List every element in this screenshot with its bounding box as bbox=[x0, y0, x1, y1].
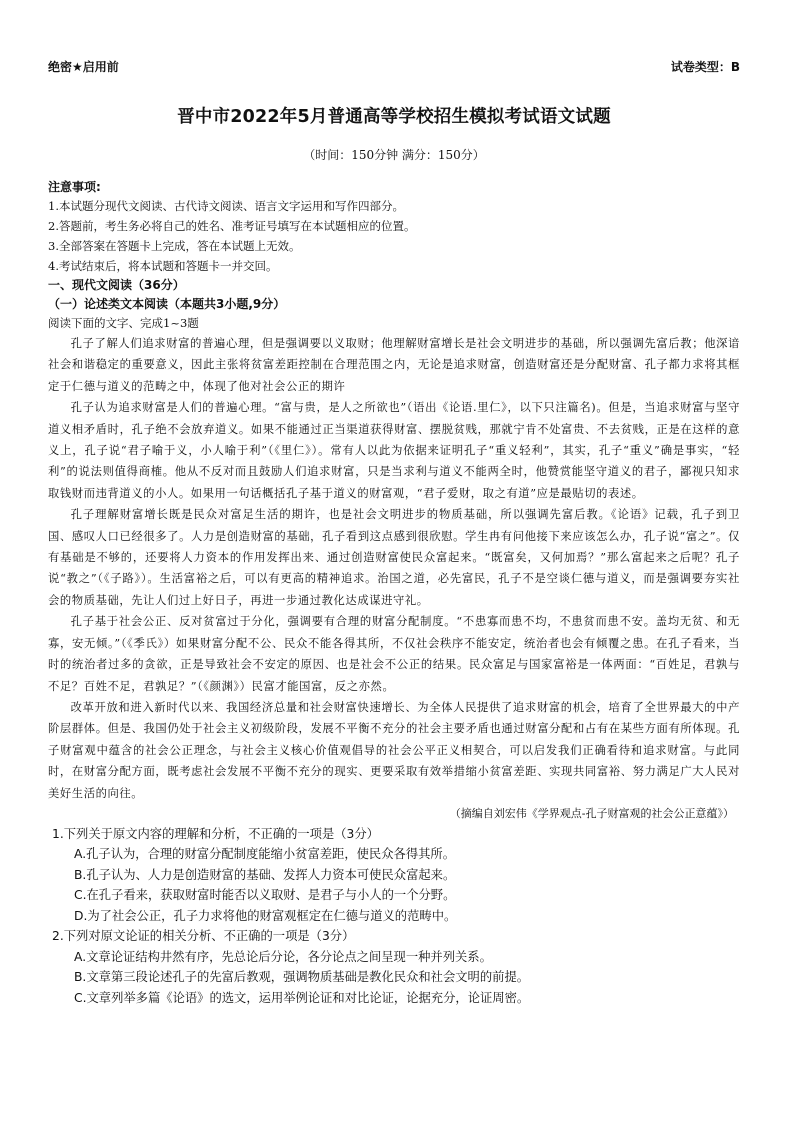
question-option: C.文章列举多篇《论语》的选文，运用举例论证和对比论证，论据充分，论证周密。 bbox=[74, 990, 530, 1005]
section-heading: 一、现代文阅读（36分） bbox=[48, 278, 185, 292]
exam-title: 晋中市2022年5月普通高等学校招生模拟考试语文试题 bbox=[177, 107, 611, 127]
question-stem: 2.下列对原文论证的相关分析、不正确的一项是（3分） bbox=[52, 929, 355, 944]
header-bar bbox=[48, 58, 740, 76]
question-2 bbox=[48, 926, 740, 1008]
paper-type-label: 试卷类型：B bbox=[670, 60, 740, 74]
question-stem: 1.下列关于原文内容的理解和分析，不正确的一项是（3分） bbox=[52, 826, 379, 841]
passage-paragraph-2: 孔子认为追求财富是人们的普遍心理。“富与贵，是人之所欲也”（语出《论语.里仁》，以下只注篇名)。但是，当追求财富与坚守道义相矛盾时，孔子绝不会放弃道义。如果不能通过正当渠道获得财富、摆脱贫贱，那就宁肯不处富贵、不去贫贱，正是在这样的意义上，孔子说“君子喻于义，小人喻于利”（《里仁》）。常有人以此为依据来证明孔子“重义轻利”，其实，孔子“重义”确是事实，“轻利”的说法则值得商榷。他从不反对而且鼓励人们追求财富，只是当求利与道义不能两全时，他赞赏能坚守道义的君子，鄙视只知求取钱财而违背道义的小人。如果用一句话概括孔子基于道义的财富观，“君子爱财，取之有道”应是最贴切的表述。 bbox=[48, 401, 740, 500]
note-item-3: 3.全部答案在答题卡上完成，答在本试题上无效。 bbox=[48, 239, 301, 253]
confidential-label: 绝密★启用前 bbox=[48, 60, 119, 74]
note-item-1: 1.本试题分现代文阅读、古代诗文阅读、语言文字运用和写作四部分。 bbox=[48, 199, 404, 213]
notes-heading: 注意事项: bbox=[48, 180, 101, 194]
passage-paragraph-5: 改革开放和进入新时代以来、我国经济总量和社会财富快速增长、为全体人民提供了追求财富的机会，培育了全世界最大的中产阶层群体。但是、我国仍处于社会主义初级阶段，发展不平衡不充分的社会主要矛盾也通过财富分配和占有在某些方面有所体现。孔子财富观中蕴含的社会公正理念，与社会主义核心价值观倡导的社会公平正义相契合，可以启发我们正确看待和追求财富。与此同时，在财富分配方面，既考虑社会发展不平衡不充分的现实、更要采取有效举措缩小贫富差距、实现共同富裕、努力满足广大人民对美好生活的向往。 bbox=[48, 700, 740, 800]
question-option: B.孔子认为、人力是创造财富的基础、发挥人力资本可使民众富起来。 bbox=[74, 867, 456, 882]
question-option: D.为了社会公正，孔子力求将他的财富观框定在仁德与道义的范畴中。 bbox=[74, 908, 457, 923]
passage-paragraph-4: 孔子基于社会公正、反对贫富过于分化，强调要有合理的财富分配制度。“不患寡而患不均，不患贫而患不安。盖均无贫、和无寡，安无倾。”（《季氏》）如果财富分配不公、民众不能各得其所，不仅社会秩序不能安定，统治者也会有倾覆之患。在孔子看来，当时的统治者过多的贪欲，正是导致社会不安定的原因、也是社会不公正的结果。民众富足与国家富裕是一体两面：“百姓足，君孰与不足？百姓不足，君孰足？”（《颜渊》）民富才能国富，反之亦然。 bbox=[48, 615, 740, 693]
reading-instruction: 阅读下面的文字、完成1~3题 bbox=[48, 316, 199, 330]
question-option: B.文章第三段论述孔子的先富后教观，强调物质基础是教化民众和社会文明的前提。 bbox=[74, 970, 530, 985]
subsection-heading: （一）论述类文本阅读（本题共3小题,9分） bbox=[48, 297, 286, 311]
question-option: C.在孔子看来，获取财富时能否以义取财、是君子与小人的一个分野。 bbox=[74, 888, 456, 903]
question-1 bbox=[48, 824, 740, 927]
note-item-4: 4.考试结束后，将本试题和答题卡一并交回。 bbox=[48, 259, 278, 273]
exam-subtitle: （时间：150分钟 满分：150分） bbox=[303, 148, 485, 162]
passage-paragraph-1: 孔子了解人们追求财富的普遍心理，但是强调要以义取财；他理解财富增长是社会文明进步的基础，所以强调先富后教；他深谙社会和谐稳定的重要意义，因此主张将贫富差距控制在合理范围之内，无论是追求财富，创造财富还是分配财富、孔子都力求将其框定于仁德与道义的范畴之中，体现了他对社会公正的期许 bbox=[48, 337, 740, 393]
note-item-2: 2.答题前，考生务必将自己的姓名、准考证号填写在本试题相应的位置。 bbox=[48, 219, 416, 233]
passage-source: （摘编自刘宏伟《学界观点-孔子财富观的社会公正意蕴》） bbox=[449, 806, 734, 820]
question-option: A.文章论证结构井然有序，先总论后分论，各分论点之间呈现一种并列关系。 bbox=[74, 949, 492, 964]
question-option: A.孔子认为，合理的财富分配制度能缩小贫富差距，使民众各得其所。 bbox=[74, 847, 456, 862]
passage-paragraph-3: 孔子理解财富增长既是民众对富足生活的期许，也是社会文明进步的物质基础，所以强调先富后教。《论语》记载，孔子到卫国、感叹人口已经很多了。人力是创造财富的基础，孔子看到这点感到很欣慰。学生冉有问他接下来应该怎么办，孔子说“富之”。仅有基础是不够的，还要将人力资本的作用发挥出来、通过创造财富使民众富起来。“既富矣，又何加焉？”那么富起来之后呢？孔子说“教之”（《子路》）。生活富裕之后，可以有更高的精神追求。治国之道，必先富民，孔子不是空谈仁德与道义，而是强调要夯实社会的物质基础，先让人们过上好日子，再进一步通过教化达成谋进守礼。 bbox=[48, 508, 740, 607]
